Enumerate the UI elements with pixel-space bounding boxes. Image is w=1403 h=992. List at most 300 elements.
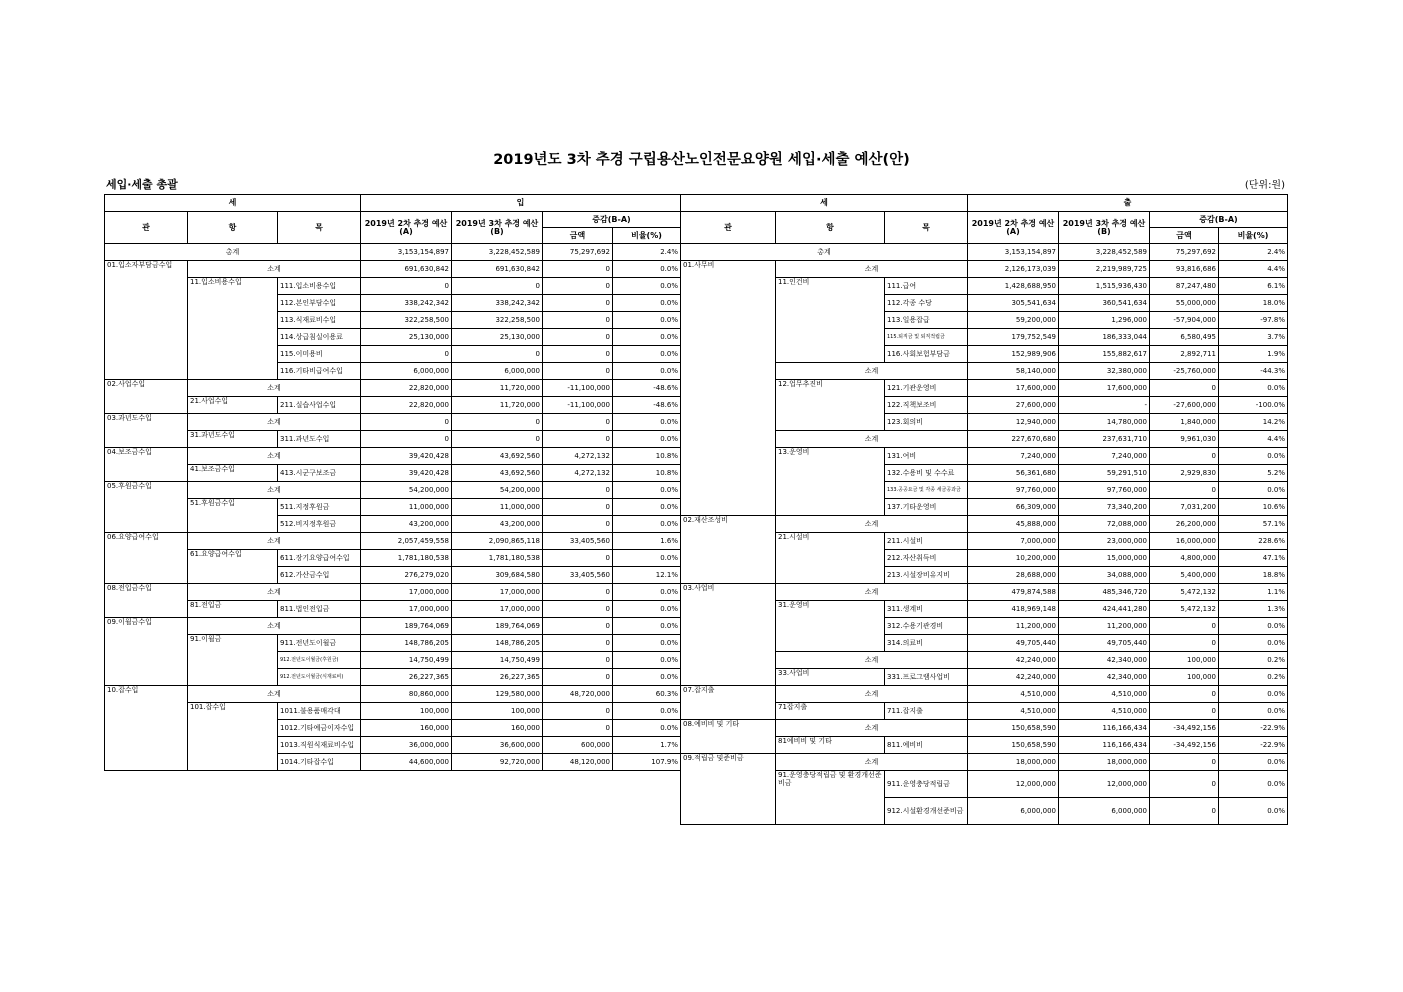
income-header-budget-b: 2019년 3차 추경 예산(B) — [452, 212, 543, 244]
expense-diff-cell: 26,200,000 — [1150, 516, 1219, 533]
expense-budget-b-cell: 2,219,989,725 — [1059, 261, 1150, 278]
income-budget-a-cell: 39,420,428 — [361, 448, 452, 465]
expense-budget-a-cell: 11,200,000 — [968, 618, 1059, 635]
income-table-row — [105, 533, 681, 550]
expense-ratio-cell: 0.0% — [1219, 380, 1288, 397]
expense-diff-cell: -25,760,000 — [1150, 363, 1219, 380]
income-subtotal-label: 소계 — [188, 448, 361, 465]
income-diff-cell: 48,120,000 — [543, 754, 613, 771]
expense-diff-cell: 2,929,830 — [1150, 465, 1219, 482]
income-budget-b-cell: 26,227,365 — [452, 669, 543, 686]
expense-diff-cell: 0 — [1150, 448, 1219, 465]
income-budget-b-cell: 691,630,842 — [452, 261, 543, 278]
expense-ratio-cell: 3.7% — [1219, 329, 1288, 346]
expense-budget-a-cell: 227,670,680 — [968, 431, 1059, 448]
income-budget-b-cell: 25,130,000 — [452, 329, 543, 346]
income-total-b: 3,228,452,589 — [452, 244, 543, 261]
income-ratio-cell: 0.0% — [613, 261, 681, 278]
income-mok-cell: 311.과년도수입 — [278, 431, 361, 448]
income-mok-cell: 116.기타비급여수입 — [278, 363, 361, 380]
income-budget-b-cell: 309,684,580 — [452, 567, 543, 584]
expense-diff-cell: 0 — [1150, 618, 1219, 635]
income-ratio-cell: -48.6% — [613, 397, 681, 414]
income-diff-cell: 0 — [543, 652, 613, 669]
income-budget-a-cell: 0 — [361, 346, 452, 363]
expense-budget-a-cell: 18,000,000 — [968, 754, 1059, 771]
expense-mok-cell: 115.퇴직금 및 퇴직적립금 — [885, 329, 968, 346]
expense-diff-cell: 87,247,480 — [1150, 278, 1219, 295]
income-gwan-cell: 06.요양급여수입 — [105, 533, 188, 584]
expense-budget-b-cell: 59,291,510 — [1059, 465, 1150, 482]
income-ratio-cell: 1.6% — [613, 533, 681, 550]
page-title: 2019년도 3차 추경 구립용산노인전문요양원 세입·세출 예산(안) — [493, 152, 910, 168]
income-header-budget-a: 2019년 2차 추경 예산(A) — [361, 212, 452, 244]
income-table-body — [105, 261, 681, 771]
income-diff-cell: 0 — [543, 601, 613, 618]
income-budget-a-cell: 189,764,069 — [361, 618, 452, 635]
income-header-mok: 목 — [278, 212, 361, 244]
expense-hang-cell: 13.운영비 — [776, 448, 885, 516]
income-budget-b-cell: 92,720,000 — [452, 754, 543, 771]
income-gwan-cell: 08.전입금수입 — [105, 584, 188, 618]
expense-ratio-cell: 0.0% — [1219, 798, 1288, 825]
expense-table-row — [681, 516, 1288, 533]
income-budget-a-cell: 1,781,180,538 — [361, 550, 452, 567]
income-diff-cell: 0 — [543, 278, 613, 295]
income-table-row — [105, 431, 681, 448]
expense-budget-b-cell: 186,333,044 — [1059, 329, 1150, 346]
expense-ratio-cell: 4.4% — [1219, 431, 1288, 448]
expense-diff-cell: -27,600,000 — [1150, 397, 1219, 414]
expense-budget-b-cell: 73,340,200 — [1059, 499, 1150, 516]
income-budget-b-cell: 17,000,000 — [452, 584, 543, 601]
income-table-row — [105, 499, 681, 516]
expense-diff-cell: 55,000,000 — [1150, 295, 1219, 312]
expense-ratio-cell: 0.0% — [1219, 754, 1288, 771]
expense-budget-a-cell: 2,126,173,039 — [968, 261, 1059, 278]
income-diff-cell: 0 — [543, 363, 613, 380]
income-ratio-cell: 0.0% — [613, 635, 681, 652]
expense-diff-cell: 2,892,711 — [1150, 346, 1219, 363]
income-budget-b-cell: 11,720,000 — [452, 380, 543, 397]
income-ratio-cell: 0.0% — [613, 312, 681, 329]
income-budget-b-cell: 100,000 — [452, 703, 543, 720]
expense-header-budget-a: 2019년 2차 추경 예산(A) — [968, 212, 1059, 244]
income-header-ratio: 비율(%) — [613, 228, 681, 244]
income-budget-a-cell: 100,000 — [361, 703, 452, 720]
expense-mok-cell: 112.각종 수당 — [885, 295, 968, 312]
income-mok-cell: 113.식재료비수입 — [278, 312, 361, 329]
income-budget-b-cell: 0 — [452, 278, 543, 295]
income-diff-cell: 0 — [543, 618, 613, 635]
income-budget-b-cell: 43,692,560 — [452, 448, 543, 465]
income-diff-cell: 0 — [543, 499, 613, 516]
expense-diff-cell: 0 — [1150, 771, 1219, 798]
expense-diff-cell: 0 — [1150, 380, 1219, 397]
expense-budget-b-cell: 97,760,000 — [1059, 482, 1150, 499]
expense-column-header-row — [681, 212, 1288, 228]
expense-subtotal-label: 소계 — [776, 261, 968, 278]
income-diff-cell: 0 — [543, 261, 613, 278]
income-table-row — [105, 703, 681, 720]
income-total-label: 총계 — [105, 244, 361, 261]
income-budget-a-cell: 80,860,000 — [361, 686, 452, 703]
income-table-row — [105, 584, 681, 601]
income-ratio-cell: 0.0% — [613, 363, 681, 380]
income-hang-cell: 21.사업수입 — [188, 397, 278, 414]
expense-diff-cell: 1,840,000 — [1150, 414, 1219, 431]
income-mok-cell: 911.전년도이월금 — [278, 635, 361, 652]
expense-budget-a-cell: 10,200,000 — [968, 550, 1059, 567]
expense-budget-b-cell: 42,340,000 — [1059, 652, 1150, 669]
expense-budget-a-cell: 179,752,549 — [968, 329, 1059, 346]
income-budget-b-cell: 54,200,000 — [452, 482, 543, 499]
income-budget-a-cell: 148,786,205 — [361, 635, 452, 652]
income-budget-b-cell: 6,000,000 — [452, 363, 543, 380]
income-section-title-a: 세 — [105, 195, 361, 212]
expense-mok-cell: 331.프로그램사업비 — [885, 669, 968, 686]
expense-hang-cell: 11.인건비 — [776, 278, 885, 363]
income-ratio-cell: 0.0% — [613, 414, 681, 431]
expense-subtotal-label: 소계 — [776, 686, 968, 703]
income-table-row — [105, 261, 681, 278]
expense-mok-cell: 137.기타운영비 — [885, 499, 968, 516]
income-diff-cell: -11,100,000 — [543, 397, 613, 414]
expense-budget-b-cell: 155,882,617 — [1059, 346, 1150, 363]
expense-subtotal-label: 소계 — [776, 363, 968, 380]
income-ratio-cell: 0.0% — [613, 601, 681, 618]
expense-hang-cell: 12.업무추진비 — [776, 380, 885, 431]
income-ratio-cell: 107.9% — [613, 754, 681, 771]
expense-hang-cell: 33.사업비 — [776, 669, 885, 686]
income-budget-a-cell: 39,420,428 — [361, 465, 452, 482]
income-total-diff: 75,297,692 — [543, 244, 613, 261]
income-budget-b-cell: 43,200,000 — [452, 516, 543, 533]
income-total-a: 3,153,154,897 — [361, 244, 452, 261]
income-ratio-cell: 10.8% — [613, 448, 681, 465]
expense-diff-cell: 0 — [1150, 798, 1219, 825]
expense-header-change: 증감(B-A) — [1150, 212, 1288, 228]
expense-diff-cell: 93,816,686 — [1150, 261, 1219, 278]
income-ratio-cell: 0.0% — [613, 295, 681, 312]
income-budget-b-cell: 11,000,000 — [452, 499, 543, 516]
expense-budget-a-cell: 58,140,000 — [968, 363, 1059, 380]
expense-budget-a-cell: 7,000,000 — [968, 533, 1059, 550]
income-budget-a-cell: 0 — [361, 431, 452, 448]
expense-diff-cell: 5,400,000 — [1150, 567, 1219, 584]
income-diff-cell: 33,405,560 — [543, 533, 613, 550]
expense-header-ratio: 비율(%) — [1219, 228, 1288, 244]
income-mok-cell: 111.입소비용수입 — [278, 278, 361, 295]
expense-budget-b-cell: 424,441,280 — [1059, 601, 1150, 618]
expense-mok-cell: 131.여비 — [885, 448, 968, 465]
income-budget-b-cell: 322,258,500 — [452, 312, 543, 329]
income-hang-cell: 81.전입금 — [188, 601, 278, 618]
income-ratio-cell: -48.6% — [613, 380, 681, 397]
section-subtitle: 세입·세출 총괄 — [106, 178, 178, 191]
expense-mok-cell: 811.예비비 — [885, 737, 968, 754]
expense-budget-b-cell: 72,088,000 — [1059, 516, 1150, 533]
income-table-row — [105, 414, 681, 431]
expense-ratio-cell: 4.4% — [1219, 261, 1288, 278]
income-subtotal-label: 소계 — [188, 533, 361, 550]
expense-gwan-cell: 07.잡지출 — [681, 686, 776, 720]
expense-header-amount: 금액 — [1150, 228, 1219, 244]
income-subtotal-label: 소계 — [188, 618, 361, 635]
expense-diff-cell: 7,031,200 — [1150, 499, 1219, 516]
expense-budget-b-cell: 116,166,434 — [1059, 720, 1150, 737]
income-diff-cell: 0 — [543, 414, 613, 431]
expense-budget-a-cell: 17,600,000 — [968, 380, 1059, 397]
expense-budget-b-cell: 32,380,000 — [1059, 363, 1150, 380]
expense-ratio-cell: 0.2% — [1219, 669, 1288, 686]
expense-ratio-cell: 1.3% — [1219, 601, 1288, 618]
expense-budget-b-cell: 485,346,720 — [1059, 584, 1150, 601]
income-table-row — [105, 278, 681, 295]
income-ratio-cell: 0.0% — [613, 278, 681, 295]
income-diff-cell: 0 — [543, 669, 613, 686]
income-mok-cell: 115.이미용비 — [278, 346, 361, 363]
income-diff-cell: 48,720,000 — [543, 686, 613, 703]
income-ratio-cell: 0.0% — [613, 703, 681, 720]
expense-subtotal-label: 소계 — [776, 720, 968, 737]
expense-ratio-cell: 1.1% — [1219, 584, 1288, 601]
income-diff-cell: 0 — [543, 295, 613, 312]
expense-ratio-cell: 1.9% — [1219, 346, 1288, 363]
income-header-hang: 항 — [188, 212, 278, 244]
income-diff-cell: 0 — [543, 346, 613, 363]
income-budget-a-cell: 54,200,000 — [361, 482, 452, 499]
expense-mok-cell: 912.시설환경개선준비금 — [885, 798, 968, 825]
expense-ratio-cell: 0.2% — [1219, 652, 1288, 669]
expense-total-row — [681, 244, 1288, 261]
expense-ratio-cell: 228.6% — [1219, 533, 1288, 550]
income-diff-cell: 0 — [543, 312, 613, 329]
income-budget-b-cell: 2,090,865,118 — [452, 533, 543, 550]
expense-budget-a-cell: 56,361,680 — [968, 465, 1059, 482]
expense-budget-b-cell: 49,705,440 — [1059, 635, 1150, 652]
expense-budget-b-cell: 237,631,710 — [1059, 431, 1150, 448]
income-budget-a-cell: 14,750,499 — [361, 652, 452, 669]
income-table-row — [105, 550, 681, 567]
income-subtotal-label: 소계 — [188, 482, 361, 499]
expense-diff-cell: 5,472,132 — [1150, 601, 1219, 618]
expense-gwan-cell: 02.재산조성비 — [681, 516, 776, 584]
income-ratio-cell: 0.0% — [613, 652, 681, 669]
income-ratio-cell: 0.0% — [613, 584, 681, 601]
income-ratio-cell: 0.0% — [613, 482, 681, 499]
expense-section-title-a: 세 — [681, 195, 968, 212]
expense-mok-cell: 133.공공요금 및 각종 세금공과금 — [885, 482, 968, 499]
expense-diff-cell: 0 — [1150, 754, 1219, 771]
expense-budget-b-cell: 4,510,000 — [1059, 703, 1150, 720]
expense-diff-cell: 0 — [1150, 703, 1219, 720]
income-ratio-cell: 0.0% — [613, 329, 681, 346]
income-budget-a-cell: 22,820,000 — [361, 380, 452, 397]
income-budget-b-cell: 1,781,180,538 — [452, 550, 543, 567]
income-budget-a-cell: 11,000,000 — [361, 499, 452, 516]
income-table-row — [105, 618, 681, 635]
expense-ratio-cell: 10.6% — [1219, 499, 1288, 516]
income-mok-cell: 1011.불용품매각대 — [278, 703, 361, 720]
expense-budget-a-cell: 6,000,000 — [968, 798, 1059, 825]
income-table-row — [105, 686, 681, 703]
expense-ratio-cell: 0.0% — [1219, 448, 1288, 465]
income-ratio-cell: 1.7% — [613, 737, 681, 754]
expense-table-row — [681, 754, 1288, 771]
income-table-row — [105, 380, 681, 397]
income-hang-cell: 51.후원금수입 — [188, 499, 278, 533]
income-mok-cell: 811.법인전입금 — [278, 601, 361, 618]
income-gwan-cell: 05.후원금수입 — [105, 482, 188, 533]
income-ratio-cell: 0.0% — [613, 499, 681, 516]
expense-ratio-cell: 18.8% — [1219, 567, 1288, 584]
expense-budget-b-cell: 7,240,000 — [1059, 448, 1150, 465]
expense-total-b: 3,228,452,589 — [1059, 244, 1150, 261]
income-budget-b-cell: 160,000 — [452, 720, 543, 737]
income-budget-b-cell: 36,600,000 — [452, 737, 543, 754]
income-ratio-cell: 0.0% — [613, 669, 681, 686]
expense-budget-a-cell: 305,541,634 — [968, 295, 1059, 312]
expense-hang-cell: 81예비비 및 기타 — [776, 737, 885, 754]
income-budget-a-cell: 44,600,000 — [361, 754, 452, 771]
income-budget-a-cell: 26,227,365 — [361, 669, 452, 686]
income-mok-cell: 612.가산금수입 — [278, 567, 361, 584]
expense-mok-cell: 123.회의비 — [885, 414, 968, 431]
expense-subtotal-label: 소계 — [776, 431, 968, 448]
income-budget-a-cell: 17,000,000 — [361, 584, 452, 601]
income-budget-b-cell: 129,580,000 — [452, 686, 543, 703]
expense-header-hang: 항 — [776, 212, 885, 244]
income-budget-a-cell: 22,820,000 — [361, 397, 452, 414]
expense-subtotal-label: 소계 — [776, 516, 968, 533]
expense-budget-a-cell: 42,240,000 — [968, 652, 1059, 669]
expense-budget-a-cell: 45,888,000 — [968, 516, 1059, 533]
expense-budget-a-cell: 66,309,000 — [968, 499, 1059, 516]
expense-diff-cell: -34,492,156 — [1150, 737, 1219, 754]
expense-total-label: 총계 — [681, 244, 968, 261]
income-mok-cell: 211.실습사업수입 — [278, 397, 361, 414]
income-budget-b-cell: 0 — [452, 414, 543, 431]
expense-ratio-cell: 0.0% — [1219, 635, 1288, 652]
expense-diff-cell: 4,800,000 — [1150, 550, 1219, 567]
income-ratio-cell: 0.0% — [613, 618, 681, 635]
expense-diff-cell: 5,472,132 — [1150, 584, 1219, 601]
income-hang-cell: 11.입소비용수입 — [188, 278, 278, 380]
expense-mok-cell: 314.의료비 — [885, 635, 968, 652]
expense-budget-b-cell: 18,000,000 — [1059, 754, 1150, 771]
income-diff-cell: 4,272,132 — [543, 465, 613, 482]
expense-table-row — [681, 686, 1288, 703]
expense-diff-cell: 100,000 — [1150, 652, 1219, 669]
income-diff-cell: 33,405,560 — [543, 567, 613, 584]
income-table-row — [105, 465, 681, 482]
expense-budget-a-cell: 1,428,688,950 — [968, 278, 1059, 295]
expense-mok-cell: 113.일용잡급 — [885, 312, 968, 329]
expense-ratio-cell: 0.0% — [1219, 771, 1288, 798]
expense-budget-b-cell: 34,088,000 — [1059, 567, 1150, 584]
income-budget-a-cell: 338,242,342 — [361, 295, 452, 312]
income-hang-cell: 91.이월금 — [188, 635, 278, 686]
income-mok-cell: 511.지정후원금 — [278, 499, 361, 516]
expense-mok-cell: 122.직책보조비 — [885, 397, 968, 414]
income-gwan-cell: 03.과년도수입 — [105, 414, 188, 448]
income-mok-cell: 1012.기타예금이자수입 — [278, 720, 361, 737]
income-budget-b-cell: 0 — [452, 346, 543, 363]
expense-budget-b-cell: - — [1059, 397, 1150, 414]
expense-hang-cell: 31.운영비 — [776, 601, 885, 652]
expense-table-row — [681, 584, 1288, 601]
expense-mok-cell: 116.사회보험부담금 — [885, 346, 968, 363]
expense-subtotal-label: 소계 — [776, 652, 968, 669]
expense-budget-a-cell: 150,658,590 — [968, 737, 1059, 754]
income-table-row — [105, 448, 681, 465]
income-diff-cell: -11,100,000 — [543, 380, 613, 397]
income-table-row — [105, 635, 681, 652]
expense-gwan-cell: 01.사무비 — [681, 261, 776, 516]
income-budget-b-cell: 338,242,342 — [452, 295, 543, 312]
income-ratio-cell: 0.0% — [613, 550, 681, 567]
income-budget-a-cell: 17,000,000 — [361, 601, 452, 618]
expense-header-budget-b: 2019년 3차 추경 예산(B) — [1059, 212, 1150, 244]
income-subtotal-label: 소계 — [188, 380, 361, 397]
expense-table — [680, 194, 1288, 825]
expense-budget-b-cell: 1,296,000 — [1059, 312, 1150, 329]
expense-section-title-b: 출 — [968, 195, 1288, 212]
income-gwan-cell: 01.입소자부담금수입 — [105, 261, 188, 380]
income-mok-cell: 611.장기요양급여수입 — [278, 550, 361, 567]
income-mok-cell: 912.전년도이월금(식재료비) — [278, 669, 361, 686]
expense-budget-a-cell: 152,989,906 — [968, 346, 1059, 363]
expense-budget-b-cell: 15,000,000 — [1059, 550, 1150, 567]
expense-diff-cell: 16,000,000 — [1150, 533, 1219, 550]
expense-diff-cell: 6,580,495 — [1150, 329, 1219, 346]
income-gwan-cell: 02.사업수입 — [105, 380, 188, 414]
income-budget-b-cell: 189,764,069 — [452, 618, 543, 635]
income-mok-cell: 413.시군구보조금 — [278, 465, 361, 482]
expense-ratio-cell: 5.2% — [1219, 465, 1288, 482]
expense-ratio-cell: 18.0% — [1219, 295, 1288, 312]
expense-subtotal-label: 소계 — [776, 584, 968, 601]
income-gwan-cell: 04.보조금수입 — [105, 448, 188, 482]
expense-budget-a-cell: 12,000,000 — [968, 771, 1059, 798]
expense-budget-a-cell: 12,940,000 — [968, 414, 1059, 431]
expense-ratio-cell: -44.3% — [1219, 363, 1288, 380]
expense-ratio-cell: 6.1% — [1219, 278, 1288, 295]
expense-gwan-cell: 09.적립금 및준비금 — [681, 754, 776, 825]
expense-budget-b-cell: 116,166,434 — [1059, 737, 1150, 754]
income-budget-a-cell: 0 — [361, 278, 452, 295]
expense-total-diff: 75,297,692 — [1150, 244, 1219, 261]
expense-ratio-cell: 0.0% — [1219, 686, 1288, 703]
expense-gwan-cell: 08.예비비 및 기타 — [681, 720, 776, 754]
expense-budget-b-cell: 42,340,000 — [1059, 669, 1150, 686]
income-header-amount: 금액 — [543, 228, 613, 244]
income-ratio-cell: 0.0% — [613, 720, 681, 737]
income-diff-cell: 0 — [543, 550, 613, 567]
income-diff-cell: 0 — [543, 516, 613, 533]
income-budget-b-cell: 0 — [452, 431, 543, 448]
income-diff-cell: 0 — [543, 635, 613, 652]
expense-mok-cell: 311.생계비 — [885, 601, 968, 618]
expense-budget-a-cell: 418,969,148 — [968, 601, 1059, 618]
income-subtotal-label: 소계 — [188, 686, 361, 703]
income-mok-cell: 114.상급침실이용료 — [278, 329, 361, 346]
expense-mok-cell: 711.잡지출 — [885, 703, 968, 720]
expense-budget-a-cell: 59,200,000 — [968, 312, 1059, 329]
expense-gwan-cell: 03.사업비 — [681, 584, 776, 686]
income-mok-cell: 1013.직원식재료비수입 — [278, 737, 361, 754]
